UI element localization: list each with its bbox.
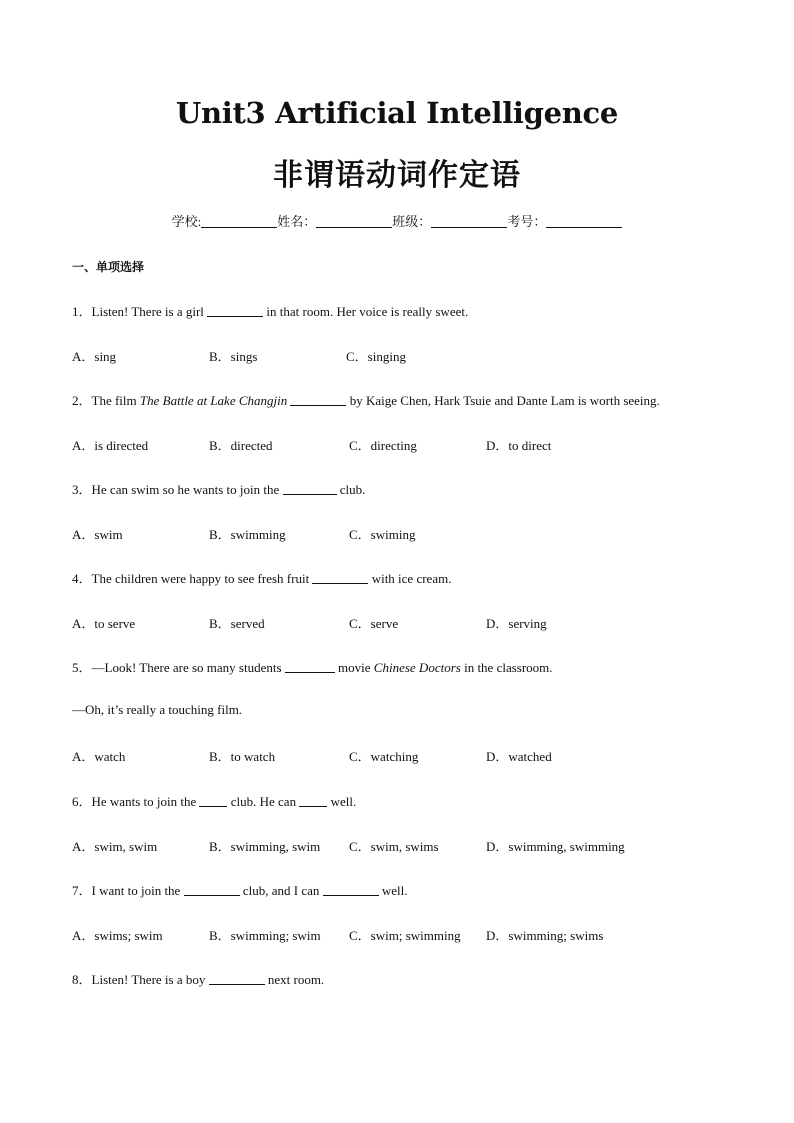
option-b[interactable]: B．swimming xyxy=(209,527,286,542)
question-text: The film xyxy=(91,393,137,408)
option-c[interactable]: C．swim, swims xyxy=(349,839,439,854)
answer-blank[interactable] xyxy=(323,884,379,896)
answer-blank[interactable] xyxy=(285,661,335,673)
question-4 xyxy=(72,568,451,587)
question-text: by Kaige Chen, Hark Tsuie and Dante Lam is worth seeing. xyxy=(349,393,660,408)
question-1 xyxy=(72,301,468,320)
class-label: 班级： xyxy=(392,214,432,229)
question-text: next room. xyxy=(267,972,325,987)
question-3 xyxy=(72,479,365,498)
option-b[interactable]: B．swimming; swim xyxy=(209,928,321,943)
answer-blank[interactable] xyxy=(184,884,240,896)
film-title: The Battle at Lake Changjin xyxy=(139,393,288,408)
option-a[interactable]: A．swim, swim xyxy=(72,839,158,854)
question-number: 7． xyxy=(72,883,92,898)
number-label: 考号： xyxy=(507,214,547,229)
number-blank[interactable] xyxy=(546,215,622,228)
question-text: Listen! There is a girl xyxy=(91,304,204,319)
school-label: 学校: xyxy=(171,214,202,229)
question-number: 6． xyxy=(72,794,92,809)
question-text: club. He can xyxy=(230,794,297,809)
question-number: 8． xyxy=(72,972,92,987)
option-d[interactable]: D．serving xyxy=(486,616,547,631)
answer-blank[interactable] xyxy=(209,973,265,985)
movie-title: Chinese Doctors xyxy=(373,660,461,675)
question-2 xyxy=(72,390,660,409)
option-b[interactable]: B．to watch xyxy=(209,749,276,764)
option-b[interactable]: B．swimming, swim xyxy=(209,839,321,854)
option-d[interactable]: D．swimming; swims xyxy=(486,928,604,943)
question-text: movie xyxy=(338,660,371,675)
question-text: in that room. Her voice is really sweet. xyxy=(266,304,469,319)
class-blank[interactable] xyxy=(431,215,507,228)
option-d[interactable]: D．swimming, swimming xyxy=(486,839,625,854)
option-a[interactable]: A．swim xyxy=(72,527,123,542)
question-text: I want to join the xyxy=(91,883,181,898)
option-b[interactable]: B．directed xyxy=(209,438,273,453)
option-d[interactable]: D．watched xyxy=(486,749,552,764)
title-english: Unit3 Artificial Intelligence xyxy=(175,96,619,130)
answer-blank[interactable] xyxy=(290,394,346,406)
answer-blank[interactable] xyxy=(207,305,263,317)
option-a[interactable]: A．to serve xyxy=(72,616,136,631)
question-number: 5． xyxy=(72,660,92,675)
question-text: He can swim so he wants to join the xyxy=(91,482,280,497)
question-text: club, and I can xyxy=(242,883,320,898)
student-info-line xyxy=(0,211,794,230)
name-label: 姓名： xyxy=(277,214,317,229)
option-c[interactable]: C．swiming xyxy=(349,527,416,542)
option-c[interactable]: C．directing xyxy=(349,438,417,453)
question-text: in the classroom. xyxy=(464,660,553,675)
option-c[interactable]: C．swim; swimming xyxy=(349,928,461,943)
title-chinese: 非谓语动词作定语 xyxy=(273,158,521,193)
question-number: 4． xyxy=(72,571,92,586)
question-text: well. xyxy=(330,794,357,809)
option-b[interactable]: B．served xyxy=(209,616,265,631)
answer-blank[interactable] xyxy=(283,483,337,495)
option-b[interactable]: B．sings xyxy=(209,349,258,364)
section-title: 一、单项选择 xyxy=(72,260,145,274)
name-blank[interactable] xyxy=(316,215,392,228)
option-a[interactable]: A．watch xyxy=(72,749,126,764)
question-5 xyxy=(72,657,553,676)
question-7 xyxy=(72,880,408,899)
question-8 xyxy=(72,969,324,988)
question-text: He wants to join the xyxy=(91,794,197,809)
question-text: club. xyxy=(339,482,366,497)
option-c[interactable]: C．watching xyxy=(349,749,419,764)
option-c[interactable]: C．singing xyxy=(346,349,406,364)
question-text: well. xyxy=(381,883,408,898)
question-text: with ice cream. xyxy=(371,571,452,586)
answer-blank[interactable] xyxy=(312,572,368,584)
question-text: The children were happy to see fresh fruit xyxy=(91,571,310,586)
question-number: 3． xyxy=(72,482,92,497)
question-text: Listen! There is a boy xyxy=(91,972,206,987)
school-blank[interactable] xyxy=(201,215,277,228)
option-a[interactable]: A．swims; swim xyxy=(72,928,163,943)
option-d[interactable]: D．to direct xyxy=(486,438,552,453)
option-c[interactable]: C．serve xyxy=(349,616,399,631)
answer-blank[interactable] xyxy=(199,795,227,807)
option-a[interactable]: A．is directed xyxy=(72,438,149,453)
option-a[interactable]: A．sing xyxy=(72,349,117,364)
answer-blank[interactable] xyxy=(299,795,327,807)
question-6 xyxy=(72,791,356,810)
question-5-reply: —Oh, it’s really a touching film. xyxy=(72,702,243,717)
question-number: 1． xyxy=(72,304,92,319)
question-number: 2． xyxy=(72,393,92,408)
question-text: —Look! There are so many students xyxy=(91,660,282,675)
